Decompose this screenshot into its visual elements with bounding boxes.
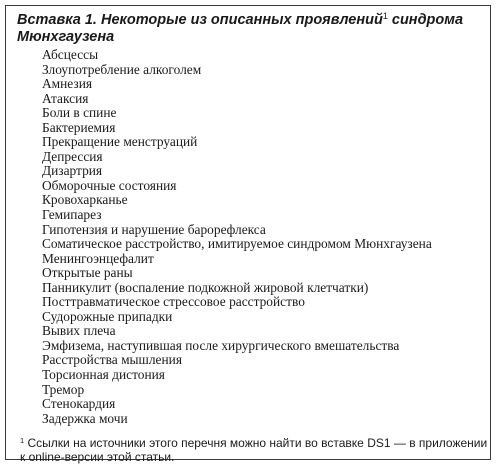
footnote-marker: 1 bbox=[20, 436, 25, 445]
symptom-list-item: Тремор bbox=[42, 381, 85, 397]
box-title-text: Вставка 1. Некоторые из описанных проявлений bbox=[17, 12, 383, 28]
symptom-list-item: Вывих плеча bbox=[42, 323, 116, 339]
symptom-list-item: Обморочные состояния bbox=[42, 177, 177, 193]
symptom-list-item: Прекращение менструаций bbox=[42, 134, 198, 150]
symptom-list-item: Открытые раны bbox=[42, 265, 133, 281]
symptom-list-item: Соматическое расстройство, имитируемое синдромом Мюнхгаузена bbox=[42, 236, 432, 252]
symptom-list-item: Менингоэнцефалит bbox=[42, 250, 154, 266]
symptom-list-item: Посттравматическое стрессовое расстройство bbox=[42, 294, 305, 310]
symptom-list-item: Судорожные припадки bbox=[42, 308, 173, 324]
symptom-list-item: Депрессия bbox=[42, 148, 103, 164]
symptom-list-item: Панникулит (воспаление подкожной жировой клетчатки) bbox=[42, 279, 369, 295]
symptom-list-item: Злоупотребление алкоголем bbox=[42, 61, 202, 77]
symptom-list-item: Гемипарез bbox=[42, 207, 102, 223]
box-title-rest: синдрома Мюнхгаузена bbox=[17, 12, 464, 45]
footnote-text: Ссылки на источники этого перечня можно найти во вставке DS1 — в приложении к online-версии этой статьи. bbox=[20, 436, 488, 464]
symptom-list-item: Задержка мочи bbox=[42, 410, 128, 426]
symptom-list-item: Торсионная дистония bbox=[42, 367, 165, 383]
symptom-list-item: Гипотензия и нарушение барорефлекса bbox=[42, 221, 266, 237]
footnote bbox=[20, 437, 490, 464]
symptom-list-item: Бактериемия bbox=[42, 119, 116, 135]
title-footnote-marker: 1 bbox=[382, 11, 388, 21]
symptom-list-item: Боли в спине bbox=[42, 105, 117, 121]
symptom-list-item: Абсцессы bbox=[42, 47, 99, 62]
symptom-list-item: Атаксия bbox=[42, 90, 89, 106]
symptom-list-item: Эмфизема, наступившая после хирургического вмешательства bbox=[42, 337, 400, 353]
symptom-list bbox=[42, 48, 432, 426]
symptom-list-item: Расстройства мышления bbox=[42, 352, 182, 368]
symptom-list-item: Кровохарканье bbox=[42, 192, 128, 208]
symptom-list-item: Амнезия bbox=[42, 76, 93, 92]
symptom-list-item: Дизартрия bbox=[42, 163, 103, 179]
symptom-list-item: Стенокардия bbox=[42, 396, 116, 412]
box-title bbox=[17, 12, 489, 46]
sidebar-box bbox=[5, 5, 491, 464]
